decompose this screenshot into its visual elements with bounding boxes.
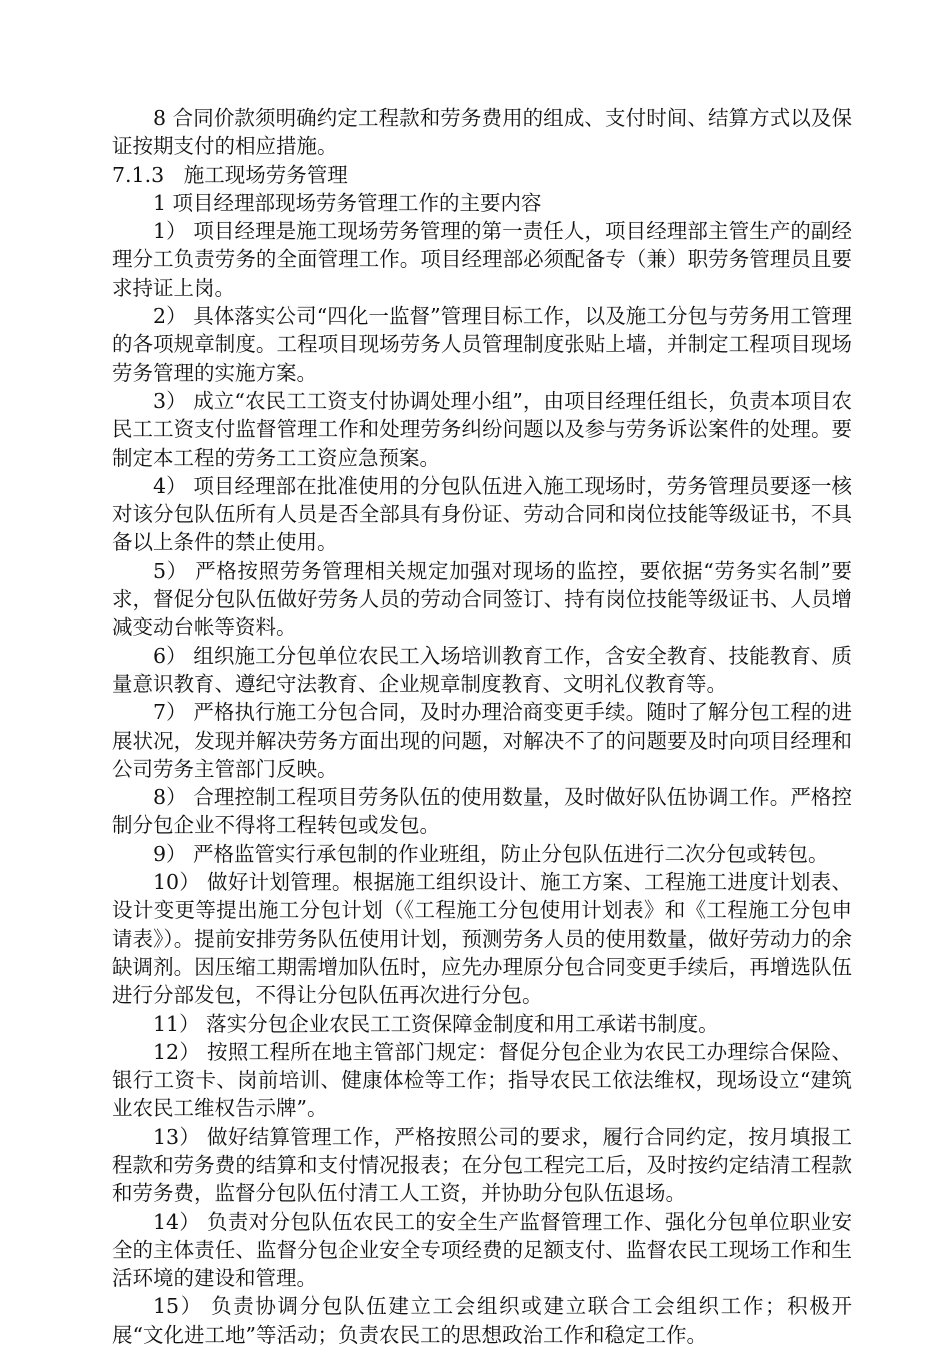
list-item: 11） 落实分包企业农民工工资保障金制度和用工承诺书制度。 <box>153 1011 719 1036</box>
list-item: 1） 项目经理是施工现场劳务管理的第一责任人，项目经理部主管生产的副经理分工负责劳务的全面管理工作。项目经理部必须配备专（兼）职劳务管理员且要求持证上岗。 <box>112 219 852 300</box>
list-item: 4） 项目经理部在批准使用的分包队伍进入施工现场时，劳务管理员要逐一核对该分包队伍所有人员是否全部具有身份证、劳动合同和岗位技能等级证书，不具备以上条件的禁止使用。 <box>112 473 852 555</box>
list-item: 14） 负责对分包队伍农民工的安全生产监督管理工作、强化分包单位职业安全的主体责任、监督分包企业安全专项经费的足额支付、监督农民工现场工作和生活环境的建设和管理。 <box>112 1209 852 1291</box>
list-item: 12） 按照工程所在地主管部门规定：督促分包企业为农民工办理综合保险、银行工资卡、岗前培训、健康体检等工作；指导农民工依法维权，现场设立“建筑业农民工维权告示牌”。 <box>112 1039 852 1121</box>
list-item: 3） 成立“农民工工资支付协调处理小组”，由项目经理任组长，负责本项目农民工工资支付监督管理工作和处理劳务纠纷问题以及参与劳务诉讼案件的处理。要制定本工程的劳务工工资应急预案。 <box>112 388 852 470</box>
list-item: 13） 做好结算管理工作，严格按照公司的要求，履行合同约定，按月填报工程款和劳务费的结算和支付情况报表；在分包工程完工后，及时按约定结清工程款和劳务费，监督分包队伍付清工人工资，并协助分包队伍退场。 <box>112 1124 852 1206</box>
list-item: 7） 严格执行施工分包合同，及时办理洽商变更手续。随时了解分包工程的进展状况，发现并解决劳务方面出现的问题，对解决不了的问题要及时向项目经理和公司劳务主管部门反映。 <box>112 700 852 781</box>
paragraph-contract-price: 8 合同价款须明确约定工程款和劳务费用的组成、支付时间、结算方式以及保证按期支付的相应措施。 <box>112 106 852 159</box>
section-heading: 7.1.3 施工现场劳务管理 <box>112 162 348 187</box>
list-item: 6） 组织施工分包单位农民工入场培训教育工作，含安全教育、技能教育、质量意识教育、遵纪守法教育、企业规章制度教育、文明礼仪教育等。 <box>112 643 852 696</box>
list-item: 8） 合理控制工程项目劳务队伍的使用数量，及时做好队伍协调工作。严格控制分包企业不得将工程转包或发包。 <box>112 785 852 838</box>
list-item: 2） 具体落实公司“四化一监督”管理目标工作，以及施工分包与劳务用工管理的各项规章制度。工程项目现场劳务人员管理制度张贴上墙，并制定工程项目现场劳务管理的实施方案。 <box>112 304 852 385</box>
list-item: 5） 严格按照劳务管理相关规定加强对现场的监控，要依据“劳务实名制”要求，督促分包队伍做好劳务人员的劳动合同签订、持有岗位技能等级证书、人员增减变动台帐等资料。 <box>112 558 852 640</box>
document-body <box>112 104 852 1349</box>
list-item: 10） 做好计划管理。根据施工组织设计、施工方案、工程施工进度计划表、设计变更等提出施工分包计划（《工程施工分包使用计划表》和《工程施工分包申请表》）。提前安排劳务队伍使用计划，预测劳务人员的使用数量，做好劳动力的余缺调剂。因压缩工期需增加队伍时，应先办理原分包合同变更手续后，再增选队伍进行分部发包，不得让分包队伍再次进行分包。 <box>112 870 852 1008</box>
list-item: 15） 负责协调分包队伍建立工会组织或建立联合工会组织工作；积极开展“文化进工地”等活动；负责农民工的思想政治工作和稳定工作。 <box>112 1294 852 1347</box>
list-item: 9） 严格监管实行承包制的作业班组，防止分包队伍进行二次分包或转包。 <box>153 841 829 866</box>
subsection-title: 1 项目经理部现场劳务管理工作的主要内容 <box>153 190 542 215</box>
